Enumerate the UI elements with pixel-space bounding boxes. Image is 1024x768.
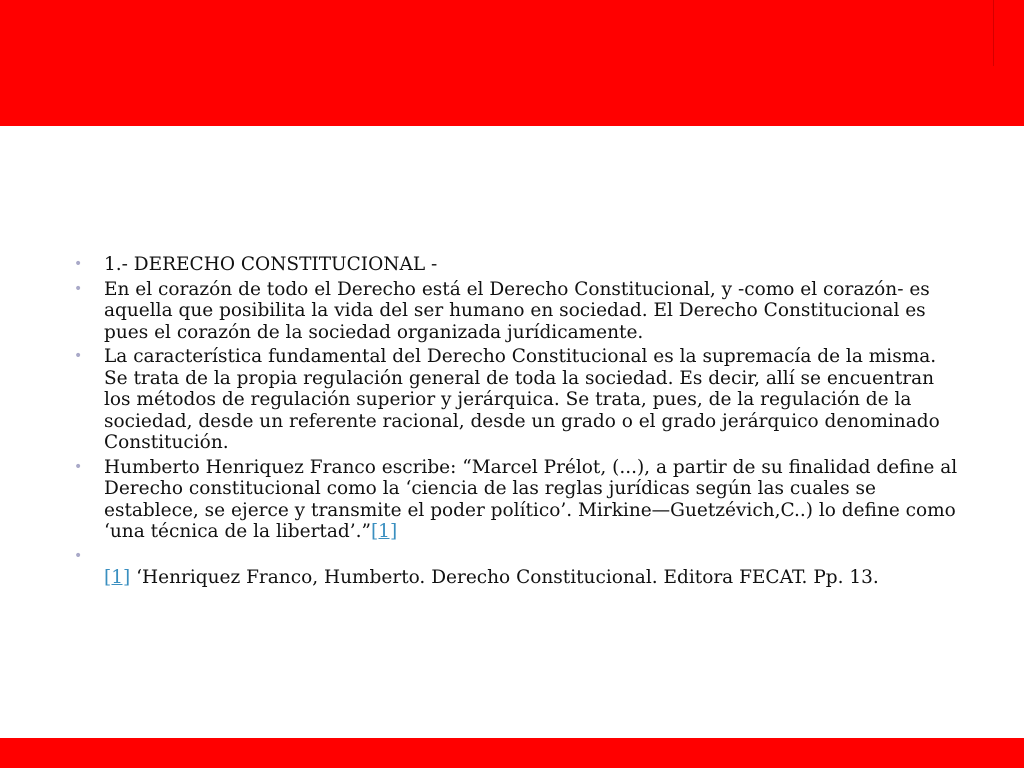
paragraph-text: La característica fundamental del Derecho Constitucional es la supremacía de la misma. Se trata de la propia regulación general de toda la sociedad. Es decir, allí se encuentran los métodos de regulación superior y jerárquica. Se trata, pues, de la regulación de la sociedad, desde un referente racional, desde un grado o el grado jerárquico denominado Constitución. <box>104 346 940 453</box>
footnote-text: ‘Henriquez Franco, Humberto. Derecho Constitucional. Editora FECAT. Pp. 13. <box>136 567 879 588</box>
bullet-icon: • <box>74 280 83 297</box>
footnote-back-link[interactable]: [1] <box>104 567 131 588</box>
list-item-footnote <box>74 546 964 589</box>
bullet-icon: • <box>74 348 83 364</box>
bullet-icon: • <box>74 256 83 272</box>
list-item <box>74 457 964 543</box>
bullet-icon: • <box>74 547 83 564</box>
footnote-ref-link[interactable]: [1] <box>370 521 398 542</box>
heading-text: 1.- DERECHO CONSTITUCIONAL - <box>104 254 438 275</box>
top-red-band <box>0 0 1024 126</box>
top-band-divider <box>993 0 994 66</box>
list-item-heading <box>74 254 964 276</box>
quote-text: Humberto Henriquez Franco escribe: “Marcel Prélot, (...), a partir de su finalidad define al Derecho constitucional como la ‘ciencia de las reglas jurídicas según las cuales se establece, se ejerce y transmite el poder político’. Mirkine—Guetzévich,C..) lo define como ‘una técnica de la libertad’.” <box>104 456 958 542</box>
bullet-icon: • <box>74 458 83 475</box>
paragraph-text: En el corazón de todo el Derecho está el Derecho Constitucional, y -como el corazón- es aquella que posibilita la vida del ser humano en sociedad. El Derecho Constitucional es pues el corazón de la sociedad organizada jurídicamente. <box>104 278 930 343</box>
list-item <box>74 346 964 454</box>
bottom-red-band <box>0 738 1024 768</box>
slide-content-list <box>74 254 964 592</box>
list-item <box>74 279 964 344</box>
